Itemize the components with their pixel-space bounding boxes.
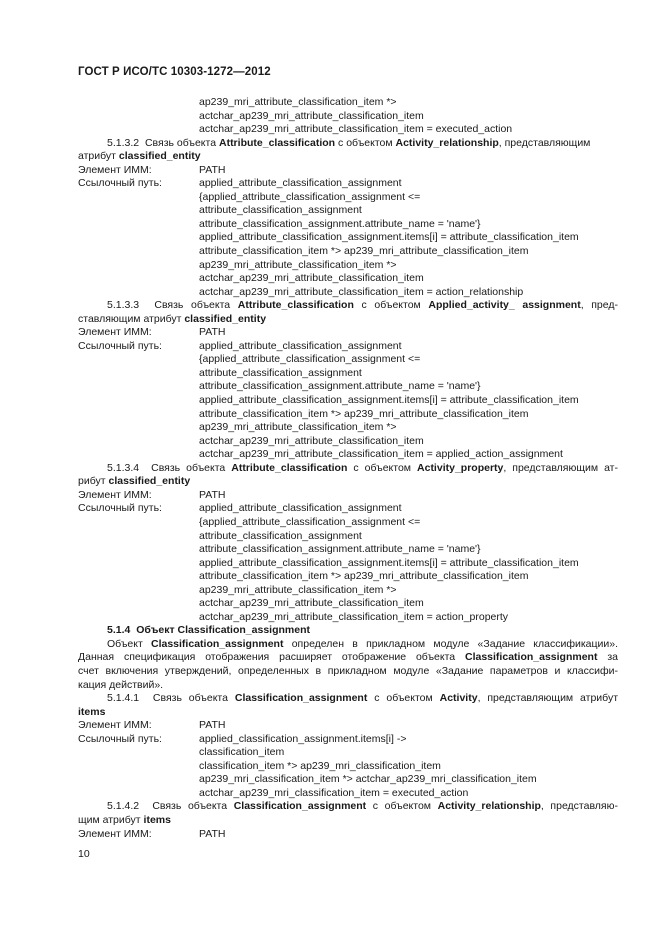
document-header: ГОСТ Р ИСО/ТС 10303-1272—2012 xyxy=(78,66,271,78)
imm-element-row: Элемент ИММ: PATH xyxy=(78,719,226,732)
code-line: {applied_attribute_classification_assignment <= xyxy=(199,353,421,366)
section-5-1-4-heading: 5.1.4 Объект Classification_assignment xyxy=(107,624,310,637)
page-body xyxy=(78,96,618,841)
code-line: attribute_classification_assignment xyxy=(199,204,362,217)
code-line: ap239_mri_attribute_classification_item *> xyxy=(199,583,397,596)
code-line: actchar_ap239_mri_attribute_classification_item = applied_action_assignment xyxy=(199,448,563,461)
code-line: {applied_attribute_classification_assignment <= xyxy=(199,190,421,203)
reference-path-row: Ссылочный путь: applied_attribute_classification_assignment xyxy=(78,177,402,190)
code-line: classification_item xyxy=(199,746,285,759)
code-line: ap239_mri_attribute_classification_item *> xyxy=(199,258,397,271)
code-line: attribute_classification_assignment.attribute_name = 'name'} xyxy=(199,380,481,393)
imm-element-row: Элемент ИММ: PATH xyxy=(78,488,226,501)
imm-element-row: Элемент ИММ: PATH xyxy=(78,326,226,339)
section-5-1-4-1-heading-cont: items xyxy=(78,705,106,718)
reference-path-row: Ссылочный путь: applied_classification_assignment.items[i] -> xyxy=(78,732,407,745)
section-5-1-4-1-heading: 5.1.4.1 Связь объекта Classification_assignment с объектом Activity, представляющим атрибут xyxy=(107,692,618,705)
section-5-1-4-paragraph-line: счет включения утверждений, определенных в прикладном модуле «Задание параметров и классифи- xyxy=(78,664,618,677)
code-line: actchar_ap239_mri_attribute_classification_item xyxy=(199,434,424,447)
code-line: classification_item *> ap239_mri_classification_item xyxy=(199,759,441,772)
section-5-1-4-2-heading-cont: щим атрибут items xyxy=(78,813,171,826)
code-line: actchar_ap239_mri_attribute_classification_item xyxy=(199,109,424,122)
code-line: actchar_ap239_mri_attribute_classification_item xyxy=(199,272,424,285)
page-number: 10 xyxy=(78,848,90,860)
code-line: actchar_ap239_mri_classification_item = executed_action xyxy=(199,786,469,799)
code-line: applied_attribute_classification_assignment.items[i] = attribute_classification_item xyxy=(199,556,579,569)
code-line: attribute_classification_item *> ap239_mri_attribute_classification_item xyxy=(199,570,529,583)
code-line: actchar_ap239_mri_attribute_classification_item = action_property xyxy=(199,610,509,623)
section-5-1-3-3-heading: 5.1.3.3 Связь объекта Attribute_classification с объектом Applied_activity_ assignment, пред- xyxy=(107,299,618,312)
code-line: actchar_ap239_mri_attribute_classification_item = action_relationship xyxy=(199,285,524,298)
section-5-1-3-4-heading: 5.1.3.4 Связь объекта Attribute_classification с объектом Activity_property, представляющим ат- xyxy=(107,461,618,474)
imm-element-row: Элемент ИММ: PATH xyxy=(78,827,226,840)
code-line: attribute_classification_item *> ap239_mri_attribute_classification_item xyxy=(199,407,529,420)
code-line: actchar_ap239_mri_attribute_classification_item xyxy=(199,597,424,610)
section-5-1-4-2-heading: 5.1.4.2 Связь объекта Classification_assignment с объектом Activity_relationship, представляю- xyxy=(107,800,618,813)
code-line: attribute_classification_item *> ap239_mri_attribute_classification_item xyxy=(199,245,529,258)
section-5-1-4-paragraph-line: Данная спецификация отображения расширяет отображение объекта Classification_assignment за xyxy=(78,651,618,664)
reference-path-row: Ссылочный путь: applied_attribute_classification_assignment xyxy=(78,339,402,352)
code-line: ap239_mri_attribute_classification_item *> xyxy=(199,421,397,434)
code-line: applied_attribute_classification_assignment.items[i] = attribute_classification_item xyxy=(199,394,579,407)
code-line: attribute_classification_assignment.attribute_name = 'name'} xyxy=(199,217,481,230)
code-line: ap239_mri_classification_item *> actchar_ap239_mri_classification_item xyxy=(199,773,537,786)
code-line: attribute_classification_assignment xyxy=(199,366,362,379)
code-line: applied_attribute_classification_assignment.items[i] = attribute_classification_item xyxy=(199,231,579,244)
section-5-1-4-paragraph-line: Объект Classification_assignment определен в прикладном модуле «Задание классификации». xyxy=(107,637,618,650)
section-5-1-3-2-heading: 5.1.3.2 Связь объекта Attribute_classification с объектом Activity_relationship, представляющим xyxy=(107,136,591,149)
imm-element-row: Элемент ИММ: PATH xyxy=(78,163,226,176)
section-5-1-3-2-heading-cont: атрибут classified_entity xyxy=(78,150,201,163)
code-line: actchar_ap239_mri_attribute_classification_item = executed_action xyxy=(199,123,513,136)
reference-path-row: Ссылочный путь: applied_attribute_classification_assignment xyxy=(78,502,402,515)
section-5-1-4-paragraph-line: кация действий». xyxy=(78,678,164,691)
section-5-1-3-4-heading-cont: рибут classified_entity xyxy=(78,475,191,488)
code-line: {applied_attribute_classification_assignment <= xyxy=(199,515,421,528)
code-line: ap239_mri_attribute_classification_item *> xyxy=(199,96,397,108)
section-5-1-3-3-heading-cont: ставляющим атрибут classified_entity xyxy=(78,312,267,325)
code-line: attribute_classification_assignment xyxy=(199,529,362,542)
code-line: attribute_classification_assignment.attribute_name = 'name'} xyxy=(199,543,481,556)
